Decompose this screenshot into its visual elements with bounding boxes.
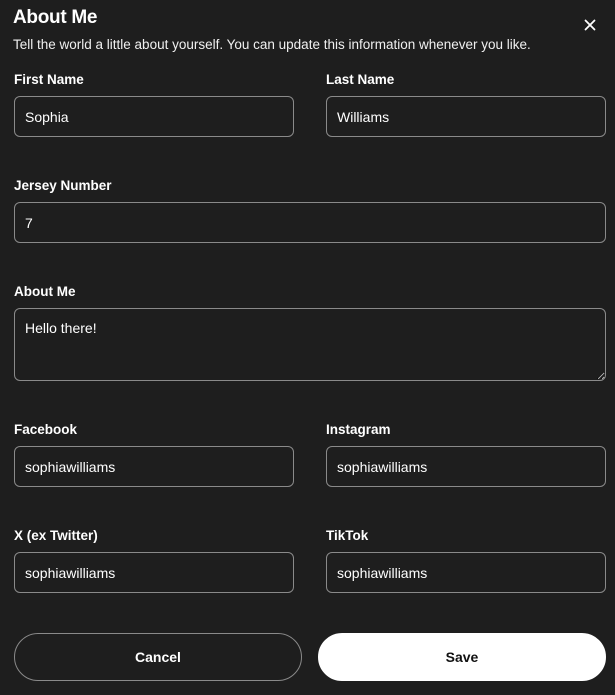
x-twitter-input[interactable] xyxy=(14,552,294,593)
close-button[interactable] xyxy=(579,14,601,36)
dialog-subtitle: Tell the world a little about yourself. You can update this information whenever you like. xyxy=(13,37,531,52)
facebook-label: Facebook xyxy=(14,422,78,437)
first-name-input[interactable] xyxy=(14,96,294,137)
last-name-label: Last Name xyxy=(326,72,395,87)
instagram-input[interactable] xyxy=(326,446,606,487)
close-icon xyxy=(584,19,596,31)
tiktok-label: TikTok xyxy=(326,528,369,543)
jersey-number-input[interactable] xyxy=(14,202,606,243)
instagram-label: Instagram xyxy=(326,422,391,437)
last-name-input[interactable] xyxy=(326,96,606,137)
about-me-label: About Me xyxy=(14,284,76,299)
facebook-input[interactable] xyxy=(14,446,294,487)
first-name-label: First Name xyxy=(14,72,84,87)
cancel-button[interactable]: Cancel xyxy=(14,633,302,681)
x-twitter-label: X (ex Twitter) xyxy=(14,528,98,543)
dialog-title: About Me xyxy=(13,7,98,28)
tiktok-input[interactable] xyxy=(326,552,606,593)
save-button[interactable]: Save xyxy=(318,633,606,681)
about-me-textarea[interactable] xyxy=(14,308,606,381)
jersey-number-label: Jersey Number xyxy=(14,178,112,193)
